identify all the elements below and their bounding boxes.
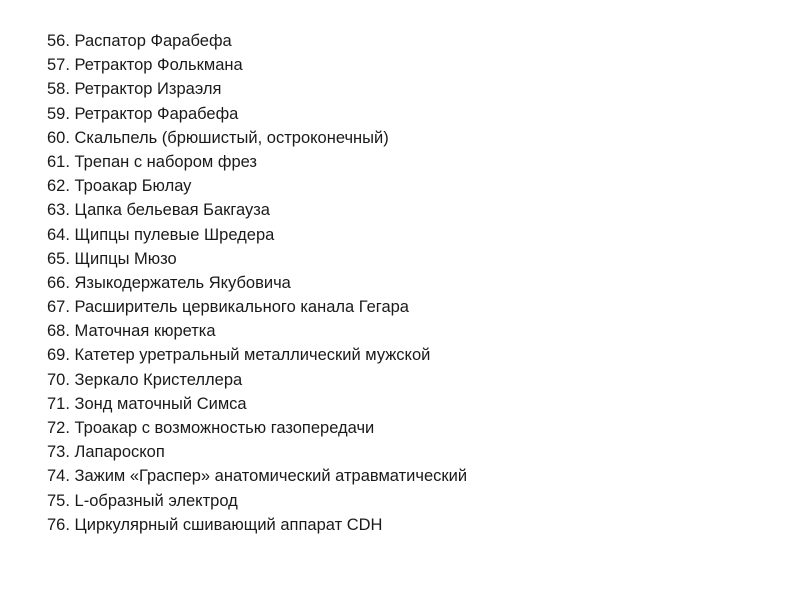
list-item: 60. Скальпель (брюшистый, остроконечный) [47, 128, 389, 147]
list-item: 58. Ретрактор Израэля [47, 80, 222, 99]
list-item: 62. Троакар Бюлау [47, 177, 192, 196]
list-item: 75. L-образный электрод [47, 491, 238, 510]
list-item: 73. Лапароскоп [47, 443, 165, 462]
list-item: 64. Щипцы пулевые Шредера [47, 225, 275, 244]
list-item: 57. Ретрактор Фолькмана [47, 56, 243, 75]
list-item: 66. Языкодержатель Якубовича [47, 273, 291, 292]
list-item: 69. Катетер уретральный металлический мужской [47, 346, 431, 365]
list-item: 70. Зеркало Кристеллера [47, 370, 243, 389]
list-item: 74. Зажим «Граспер» анатомический атравматический [47, 467, 468, 486]
list-item: 61. Трепан с набором фрез [47, 152, 257, 171]
list-item: 59. Ретрактор Фарабефа [47, 104, 239, 123]
list-item: 72. Троакар с возможностью газопередачи [47, 419, 375, 437]
instrument-list [47, 29, 467, 537]
list-item: 68. Маточная кюретка [47, 322, 216, 341]
list-item: 71. Зонд маточный Симса [47, 394, 247, 413]
list-item: 63. Цапка бельевая Бакгауза [47, 201, 270, 220]
list-item: 56. Распатор Фарабефа [47, 32, 232, 50]
list-item: 76. Циркулярный сшивающий аппарат CDH [47, 515, 383, 534]
list-item: 67. Расширитель цервикального канала Гегара [47, 298, 409, 317]
list-item: 65. Щипцы Мюзо [47, 249, 177, 268]
